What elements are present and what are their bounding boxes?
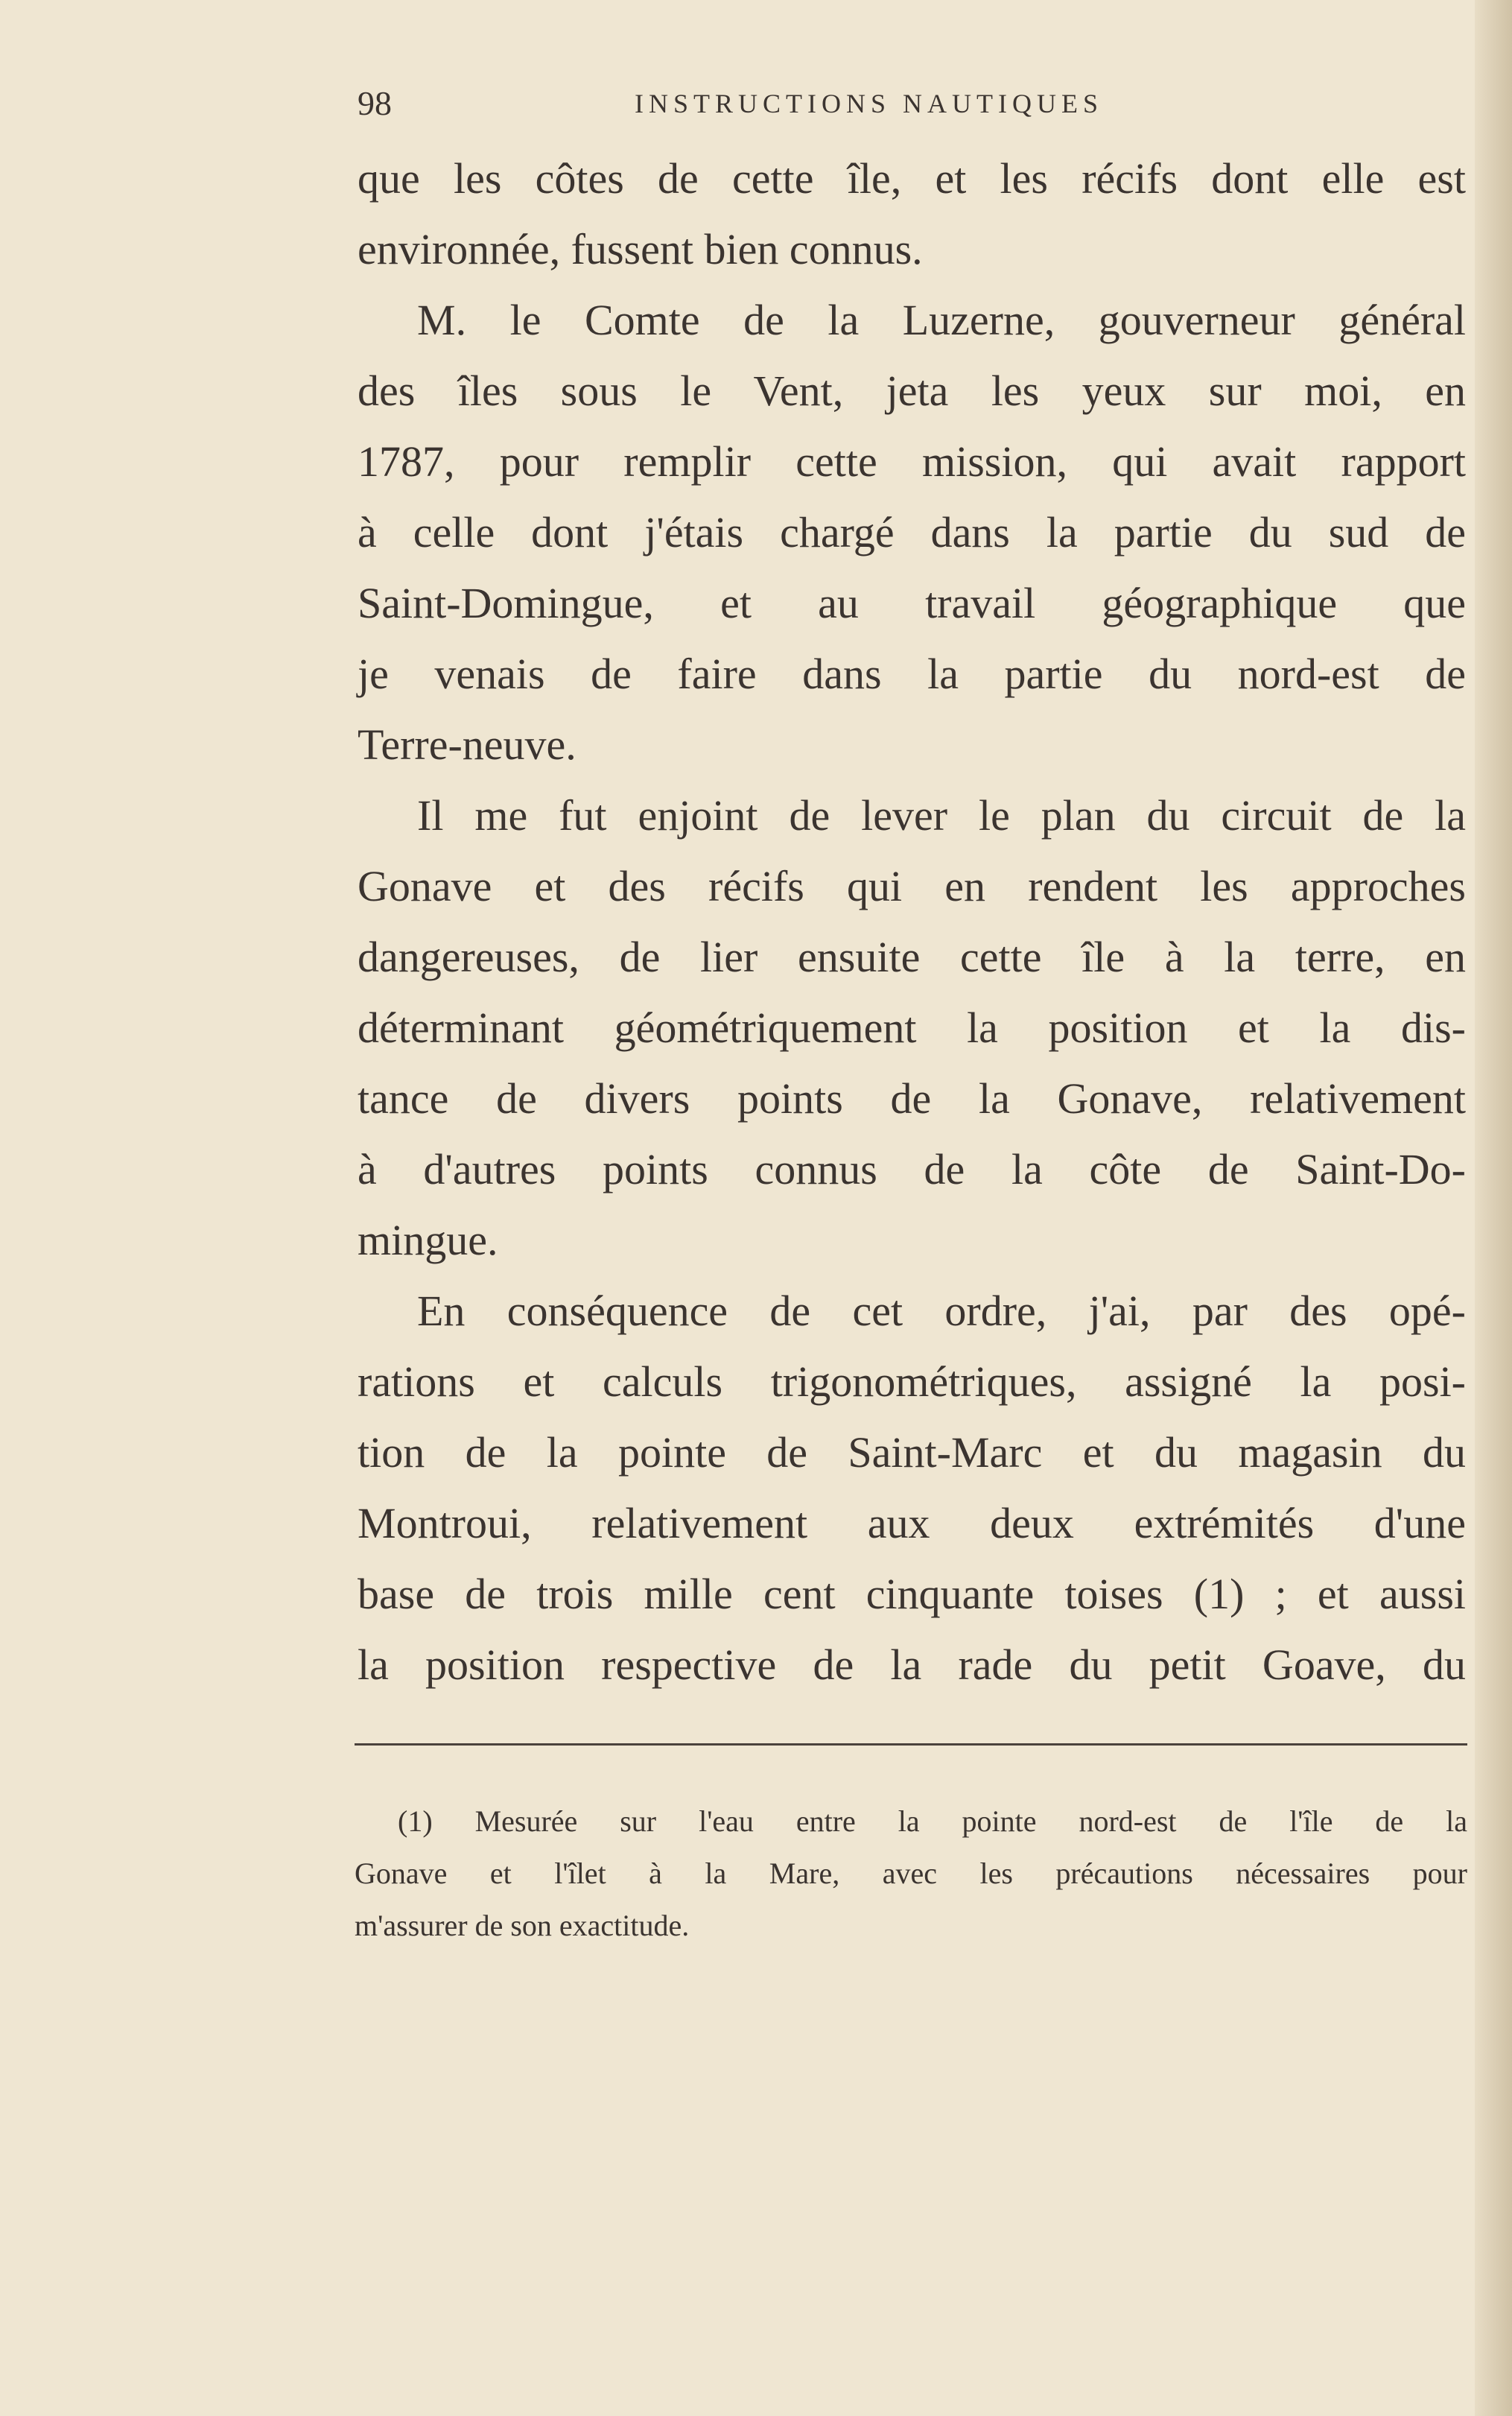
text-line: des îles sous le Vent, jeta les yeux sur moi, en [358,367,1466,415]
footnote-line: Gonave et l'îlet à la Mare, avec les précautions nécessaires pour [355,1857,1467,1890]
running-title: INSTRUCTIONS NAUTIQUES [635,89,1103,118]
text-line: tion de la pointe de Saint-Marc et du magasin du [358,1428,1466,1477]
page-header [358,83,1466,128]
text-line: environnée, fussent bien connus. [358,225,923,273]
body-text [358,143,1466,1700]
text-line: mingue. [358,1216,498,1264]
text-line: la position respective de la rade du petit Goave, du [358,1640,1466,1689]
text-line: Gonave et des récifs qui en rendent les approches [358,862,1466,910]
text-line: tance de divers points de la Gonave, relativement [358,1074,1466,1123]
page-edge-shadow [1475,0,1512,2416]
text-line: dangereuses, de lier ensuite cette île à la terre, en [358,933,1466,981]
page-number: 98 [358,84,392,122]
text-line: je venais de faire dans la partie du nord-est de [358,650,1466,698]
text-line: à d'autres points connus de la côte de Saint-Do- [358,1145,1466,1193]
text-line: que les côtes de cette île, et les récifs dont elle est [358,154,1466,203]
text-line: à celle dont j'étais chargé dans la partie du sud de [358,508,1466,557]
text-line: 1787, pour remplir cette mission, qui avait rapport [358,437,1466,486]
text-line: M. le Comte de la Luzerne, gouverneur général [417,296,1466,344]
text-line: Terre-neuve. [358,720,576,769]
footnote-line: (1) Mesurée sur l'eau entre la pointe nord-est de l'île de la [398,1804,1467,1838]
text-line: En conséquence de cet ordre, j'ai, par des opé- [417,1287,1466,1335]
text-line: Montroui, relativement aux deux extrémités d'une [358,1499,1466,1547]
text-line: déterminant géométriquement la position et la dis- [358,1004,1466,1052]
footnote-line: m'assurer de son exactitude. [355,1909,690,1942]
text-line: rations et calculs trigonométriques, assigné la posi- [358,1357,1466,1406]
footnote-rule [355,1743,1467,1746]
text-line: Il me fut enjoint de lever le plan du circuit de la [417,791,1466,840]
text-line: Saint-Domingue, et au travail géographique que [358,579,1466,627]
text-line: base de trois mille cent cinquante toises (1) ; et aussi [358,1570,1466,1618]
footnote [355,1795,1467,1952]
